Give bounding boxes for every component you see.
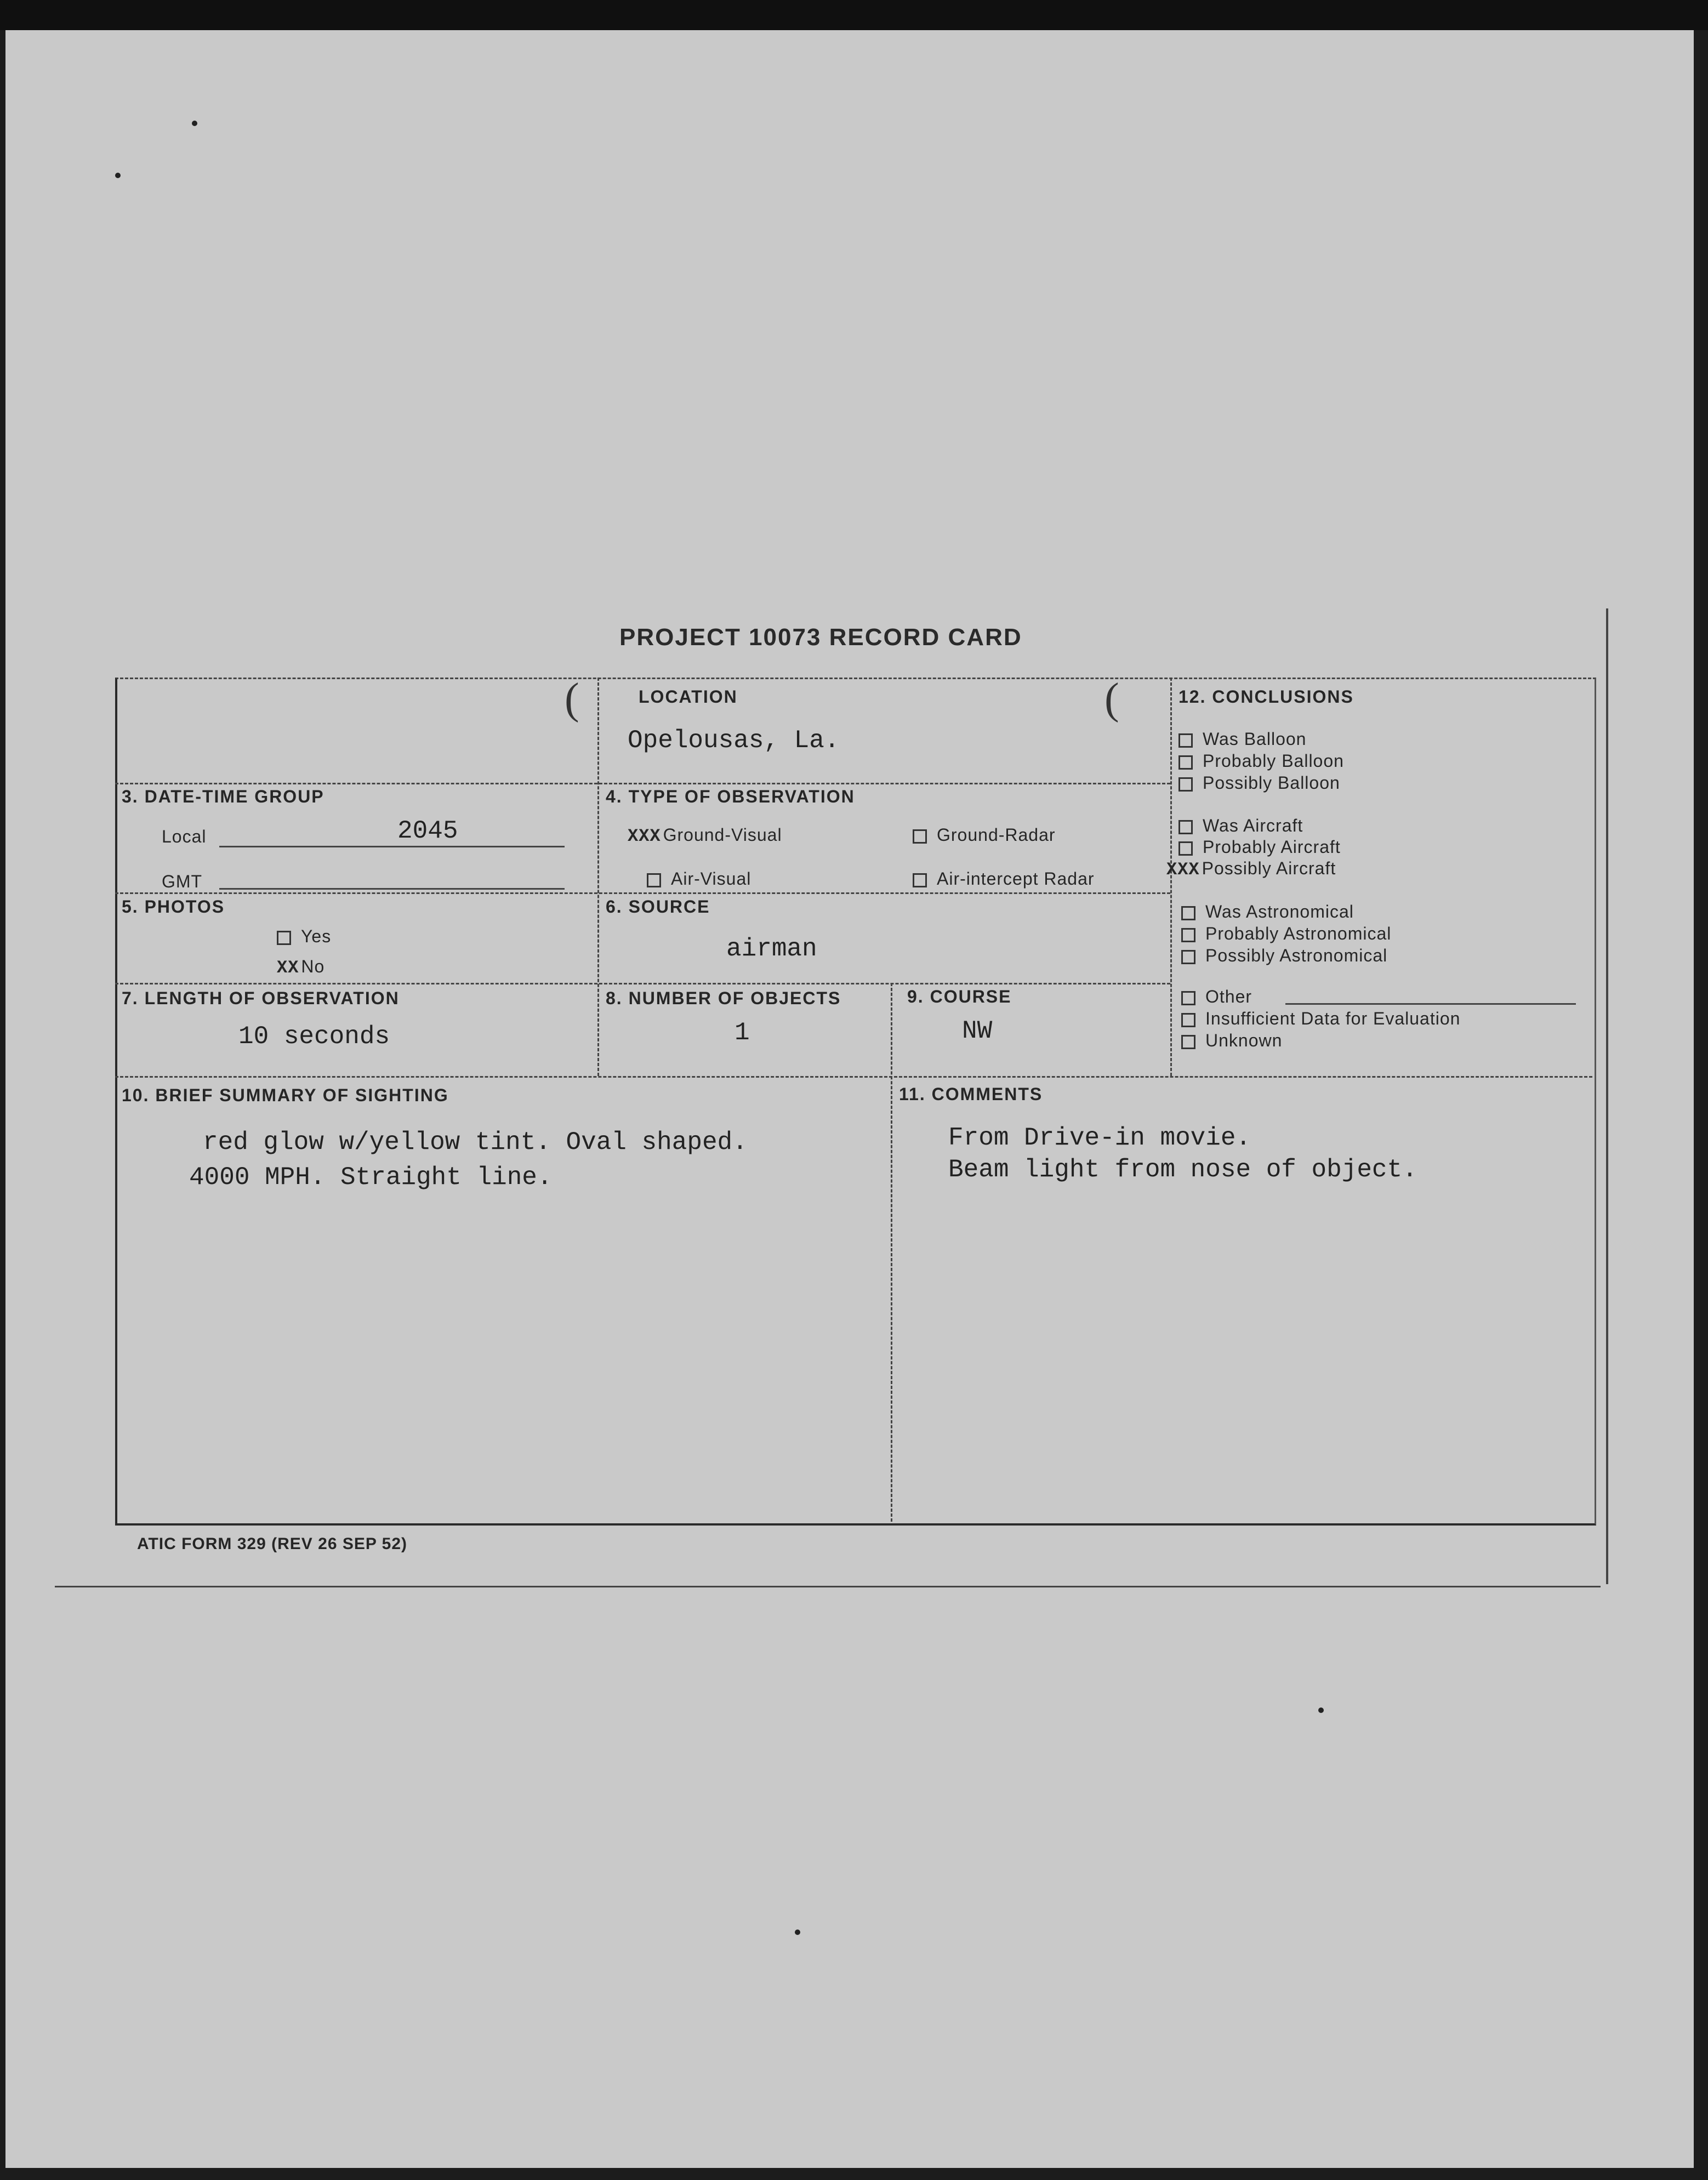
conclusion-item — [1181, 946, 1387, 966]
photos-yes-label: Yes — [301, 926, 332, 946]
air-visual-option — [647, 869, 751, 889]
conclusion-item — [1178, 751, 1344, 771]
conclusion-item — [1181, 924, 1391, 944]
card-title: PROJECT 10073 RECORD CARD — [619, 624, 1022, 651]
other-field-line — [1285, 1003, 1576, 1005]
location-label: LOCATION — [639, 687, 738, 707]
ground-visual-label: Ground-Visual — [663, 825, 782, 845]
photos-no-label: No — [301, 957, 325, 976]
air-visual-label: Air-Visual — [671, 869, 751, 889]
conclusion-label: Was Aircraft — [1203, 816, 1303, 835]
ground-visual-option — [628, 825, 782, 846]
comments-line-1: From Drive-in movie. — [948, 1124, 1251, 1152]
film-speck — [795, 1929, 800, 1935]
checkbox-icon — [1181, 1035, 1195, 1049]
location-value: Opelousas, La. — [628, 726, 840, 755]
checkbox-icon — [1181, 991, 1195, 1005]
photos-no-option — [277, 957, 324, 978]
comments-label: 11. COMMENTS — [899, 1084, 1043, 1104]
checkbox-icon — [1181, 906, 1195, 920]
card-edge-line — [1606, 608, 1608, 1584]
conclusion-label: Was Balloon — [1203, 729, 1307, 749]
datetime-label: 3. DATE-TIME GROUP — [122, 787, 324, 806]
checked-mark: XX — [277, 958, 299, 978]
objects-value: 1 — [735, 1018, 750, 1047]
gmt-field-line — [219, 888, 565, 890]
photos-label: 5. PHOTOS — [122, 897, 225, 917]
source-label: 6. SOURCE — [606, 897, 710, 917]
checkbox-icon — [1181, 1013, 1195, 1027]
conclusion-item-checked — [1166, 858, 1336, 880]
row-divider — [115, 892, 1170, 894]
checkbox-icon — [277, 931, 291, 945]
summary-line-2: 4000 MPH. Straight line. — [189, 1163, 553, 1192]
course-label: 9. COURSE — [907, 987, 1012, 1006]
gmt-label: GMT — [162, 872, 203, 891]
film-speck — [115, 173, 121, 178]
source-value: airman — [726, 935, 817, 963]
conclusion-label: Probably Balloon — [1203, 751, 1344, 771]
col-divider — [597, 678, 599, 1076]
checkbox-icon — [1181, 950, 1195, 964]
ground-radar-label: Ground-Radar — [937, 825, 1056, 845]
conclusion-item — [1181, 987, 1252, 1007]
local-field-line — [219, 846, 565, 847]
air-intercept-radar-label: Air-intercept Radar — [937, 869, 1095, 889]
checkbox-icon — [1178, 755, 1193, 770]
conclusion-label: Possibly Astronomical — [1205, 946, 1388, 965]
checked-mark: XXX — [1166, 860, 1200, 880]
conclusion-label: Probably Astronomical — [1205, 924, 1392, 943]
local-label: Local — [162, 827, 207, 846]
conclusion-item — [1178, 837, 1341, 857]
checked-mark: XXX — [628, 826, 661, 846]
conclusion-item — [1181, 1031, 1282, 1051]
checkbox-icon — [913, 873, 927, 887]
checkbox-icon — [1178, 841, 1193, 856]
conclusion-label: Unknown — [1205, 1031, 1283, 1050]
length-value: 10 seconds — [238, 1022, 390, 1051]
conclusion-label: Possibly Balloon — [1203, 773, 1340, 793]
film-edge — [0, 0, 1708, 30]
bracket-mark: ( — [1104, 675, 1119, 723]
card-edge-line — [55, 1586, 1601, 1587]
row-divider — [115, 783, 1170, 784]
film-speck — [192, 121, 197, 126]
film-speck — [1318, 1707, 1324, 1713]
bracket-mark: ( — [565, 675, 579, 723]
observation-type-label: 4. TYPE OF OBSERVATION — [606, 787, 855, 806]
local-time-value: 2045 — [397, 817, 458, 845]
col-divider — [891, 983, 892, 1522]
conclusion-label: Insufficient Data for Evaluation — [1205, 1009, 1461, 1028]
checkbox-icon — [1181, 928, 1195, 942]
conclusion-item — [1181, 902, 1354, 922]
checkbox-icon — [1178, 777, 1193, 792]
conclusion-item — [1178, 816, 1303, 836]
form-number: ATIC FORM 329 (REV 26 SEP 52) — [137, 1535, 408, 1553]
conclusion-item — [1178, 729, 1306, 749]
checkbox-icon — [1178, 733, 1193, 748]
ground-radar-option — [913, 825, 1056, 845]
conclusion-label: Other — [1205, 987, 1252, 1006]
checkbox-icon — [1178, 820, 1193, 834]
summary-label: 10. BRIEF SUMMARY OF SIGHTING — [122, 1085, 449, 1105]
conclusion-label: Probably Aircraft — [1203, 837, 1341, 857]
comments-line-2: Beam light from nose of object. — [948, 1156, 1417, 1184]
objects-label: 8. NUMBER OF OBJECTS — [606, 988, 841, 1008]
conclusion-label: Possibly Aircraft — [1202, 858, 1336, 878]
summary-line-1: red glow w/yellow tint. Oval shaped. — [203, 1128, 748, 1157]
checkbox-icon — [647, 873, 661, 887]
row-divider — [115, 983, 1170, 984]
conclusion-label: Was Astronomical — [1205, 902, 1354, 921]
photos-yes-option — [277, 926, 331, 947]
air-intercept-radar-option — [913, 869, 1095, 889]
conclusion-item — [1178, 773, 1340, 793]
length-label: 7. LENGTH OF OBSERVATION — [122, 988, 400, 1008]
checkbox-icon — [913, 829, 927, 844]
conclusion-item — [1181, 1009, 1460, 1029]
conclusions-label: 12. CONCLUSIONS — [1178, 687, 1354, 707]
row-divider — [115, 1076, 1592, 1078]
course-value: NW — [962, 1017, 993, 1045]
